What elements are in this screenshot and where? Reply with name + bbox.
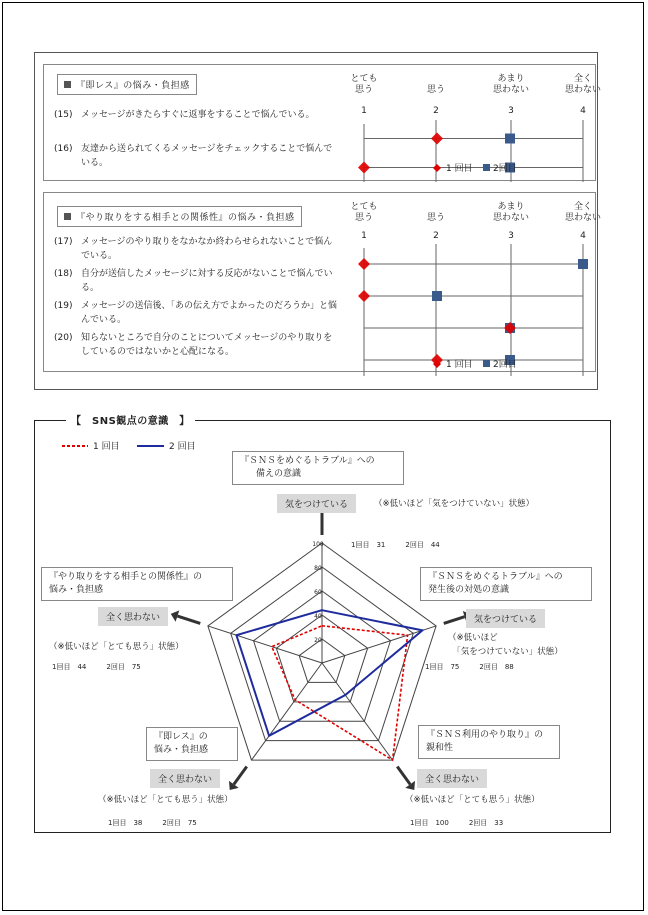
scale-label: 思う bbox=[426, 213, 446, 223]
radar-tick-label: 60 bbox=[314, 589, 322, 596]
axis-title-line: 『ＳＮＳをめぐるトラブル』への bbox=[428, 572, 563, 582]
axis-title-0 bbox=[232, 451, 404, 485]
axis-title-line: 備えの意識 bbox=[256, 469, 302, 479]
axis-tag-4: 全く思わない bbox=[98, 607, 168, 626]
scale-label: 思わない bbox=[564, 213, 602, 223]
axis-note-0: （※低いほど「気をつけていない」状態） bbox=[374, 499, 535, 509]
score-round1: 1回目 100 bbox=[410, 819, 449, 827]
legend-round2-label: 2回目 bbox=[493, 164, 517, 174]
question-text: メッセージのやり取りをなかなか終わらせられないことで悩んでいる。 bbox=[81, 237, 333, 261]
axis-tag-1: 気をつけている bbox=[466, 609, 545, 628]
scale-number: 1 bbox=[361, 231, 367, 241]
scale-number: 4 bbox=[580, 231, 586, 241]
scale-number: 3 bbox=[508, 106, 514, 116]
axis-tag-3: 全く思わない bbox=[150, 769, 220, 788]
radar-arrow-shaft bbox=[177, 616, 200, 623]
axis-title-line: 『即レス』の bbox=[154, 732, 208, 742]
scale-number: 1 bbox=[361, 106, 367, 116]
axis-scores-3 bbox=[108, 818, 217, 828]
scale-label: 思わない bbox=[492, 213, 530, 223]
question-text: 友達から送られてくるメッセージをチェックすることで悩んでいる。 bbox=[81, 144, 333, 168]
radar-legend-round1-label: 1 回目 bbox=[93, 442, 120, 452]
scale-label: あまり bbox=[497, 74, 525, 84]
radar-arrow-shaft bbox=[234, 767, 247, 785]
axis-note-1-b: 「気をつけていない」状態） bbox=[448, 647, 563, 657]
axis-title-3 bbox=[146, 727, 238, 761]
legend-round1-label: 1 回目 bbox=[446, 360, 473, 370]
scale-label: 思う bbox=[354, 85, 374, 95]
question-text: 自分が送信したメッセージに対する反応がないことで悩んでいる。 bbox=[81, 269, 333, 293]
radar-series-round1 bbox=[272, 626, 408, 760]
axis-title-line: 『やり取りをする相手との関係性』の bbox=[49, 572, 203, 582]
section-title-text: 『やり取りをする相手との関係性』の悩み・負担感 bbox=[76, 213, 295, 223]
axis-title-line: 親和性 bbox=[426, 743, 454, 753]
score-round1: 1回目 44 bbox=[52, 663, 87, 671]
scale-label: とても bbox=[350, 202, 378, 212]
scale-label: 全く bbox=[573, 202, 593, 212]
axis-tag-2: 全く思わない bbox=[417, 769, 487, 788]
radar-spoke bbox=[208, 626, 322, 663]
question-number: (18) bbox=[54, 269, 73, 279]
legend-round1-label: 1 回目 bbox=[446, 164, 473, 174]
score-round2: 2回目 75 bbox=[162, 819, 197, 827]
question-number: (17) bbox=[54, 237, 73, 247]
radar-tick-label: 40 bbox=[314, 613, 322, 620]
axis-note-4: （※低いほど「とても思う」状態） bbox=[49, 642, 184, 652]
axis-title-line: 『ＳＮＳ利用のやり取り』の bbox=[426, 730, 544, 740]
scale-label: あまり bbox=[497, 202, 525, 212]
scale-label: 思う bbox=[426, 85, 446, 95]
axis-note-3: （※低いほど「とても思う」状態） bbox=[98, 795, 233, 805]
question-text: 知らないところで自分のことについてメッセージのやり取りをしているのではないかと心配になる。 bbox=[81, 333, 333, 357]
question-text: メッセージがきたらすぐに返事をすることで悩んでいる。 bbox=[81, 110, 315, 120]
radar-tick-label: 20 bbox=[314, 637, 322, 644]
score-round1: 1回目 38 bbox=[108, 819, 143, 827]
axis-title-1 bbox=[420, 567, 592, 601]
scale-label: 思わない bbox=[564, 85, 602, 95]
score-round2: 2回目 75 bbox=[106, 663, 141, 671]
axis-note-1-a: （※低いほど bbox=[448, 633, 498, 643]
scale-number: 4 bbox=[580, 106, 586, 116]
axis-title-2 bbox=[418, 725, 560, 759]
axis-tag-0: 気をつけている bbox=[277, 494, 356, 513]
radar-arrow-shaft bbox=[397, 767, 410, 785]
scale-label: 全く bbox=[573, 74, 593, 84]
radar-tick-label: 80 bbox=[314, 565, 322, 572]
question-number: (16) bbox=[54, 144, 73, 154]
score-round2: 2回目 33 bbox=[468, 819, 504, 827]
radar-arrow-shaft bbox=[444, 617, 465, 624]
score-round1: 1回目 31 bbox=[351, 541, 386, 549]
axis-scores-0 bbox=[351, 540, 460, 550]
question-number: (15) bbox=[54, 110, 73, 120]
score-round1: 1回目 75 bbox=[425, 663, 460, 671]
axis-title-line: 発生後の対処の意識 bbox=[428, 585, 510, 595]
axis-title-line: 『ＳＮＳをめぐるトラブル』への bbox=[240, 456, 375, 466]
scale-label: 思う bbox=[354, 213, 374, 223]
scale-label: 思わない bbox=[492, 85, 530, 95]
axis-note-2: （※低いほど「とても思う」状態） bbox=[405, 795, 540, 805]
axis-title-line: 悩み・負担感 bbox=[154, 745, 209, 755]
question-number: (19) bbox=[54, 301, 73, 311]
question-number: (20) bbox=[54, 333, 73, 343]
scale-number: 2 bbox=[433, 106, 439, 116]
legend-round2-label: 2回目 bbox=[493, 360, 517, 370]
axis-title-line: 悩み・負担感 bbox=[49, 585, 104, 595]
score-round2: 2回目 88 bbox=[479, 663, 514, 671]
question-text: メッセージの送信後、「あの伝え方でよかったのだろうか」と悩んでいる。 bbox=[81, 301, 337, 325]
radar-tick-label: 100 bbox=[312, 541, 324, 548]
scale-number: 2 bbox=[433, 231, 439, 241]
radar-panel-title: 【 SNS観点の意識 】 bbox=[66, 412, 195, 427]
scale-number: 3 bbox=[508, 231, 514, 241]
section-title-text: 『即レス』の悩み・負担感 bbox=[76, 81, 190, 91]
axis-scores-2 bbox=[410, 818, 523, 828]
axis-scores-4 bbox=[52, 662, 161, 672]
axis-title-4 bbox=[41, 567, 233, 601]
scale-label: とても bbox=[350, 74, 378, 84]
axis-scores-1 bbox=[425, 662, 534, 672]
score-round2: 2回目 44 bbox=[405, 541, 440, 549]
radar-spoke bbox=[322, 663, 393, 760]
radar-legend-round2-label: 2 回目 bbox=[169, 442, 196, 452]
